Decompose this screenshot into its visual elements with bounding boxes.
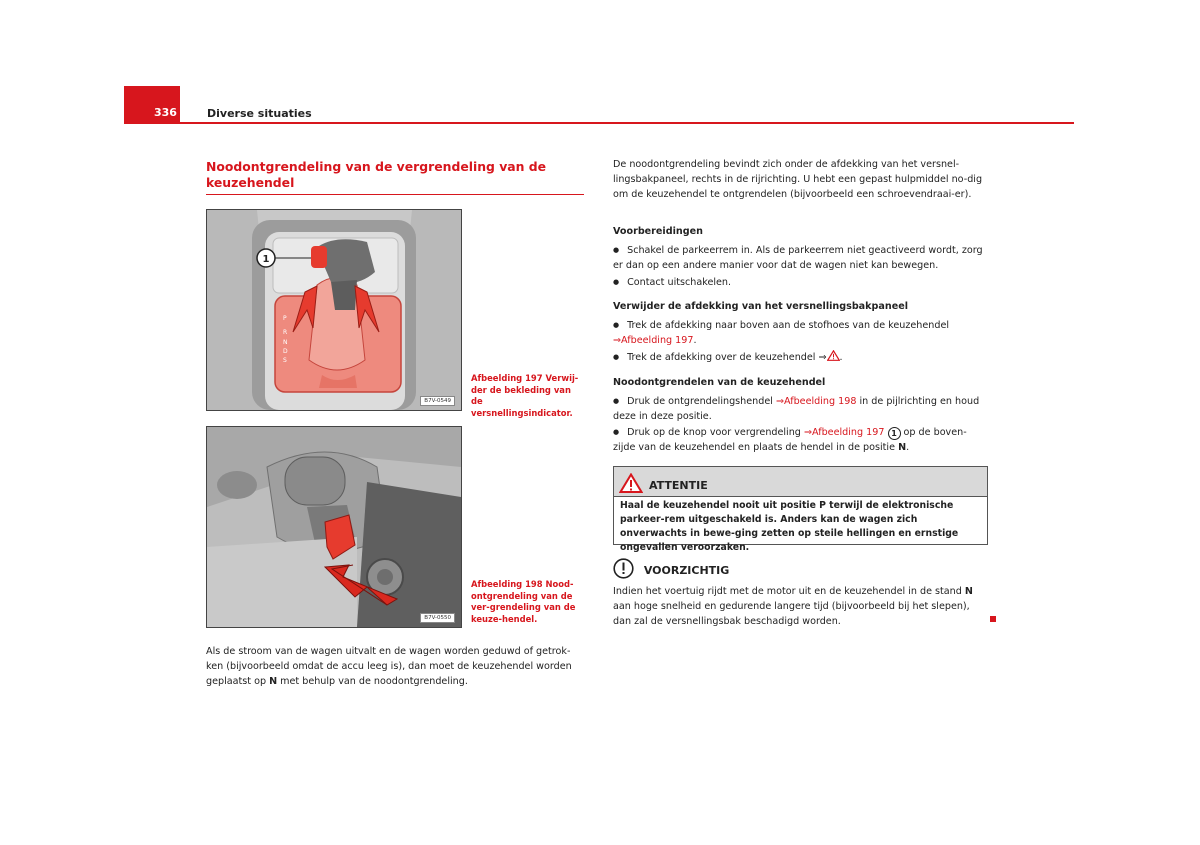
unlock-item-2-text: Druk op de knop voor vergrendeling	[627, 427, 804, 438]
caution-circle-icon	[613, 558, 634, 579]
gear-shifter-illustration	[207, 210, 461, 410]
figure-198-link[interactable]: ⇒Afbeelding 198	[775, 396, 857, 407]
figure-198-caption	[471, 579, 581, 625]
emergency-release-illustration	[207, 427, 461, 627]
caution-header	[613, 558, 729, 579]
warning-triangle-icon	[619, 473, 643, 493]
prep-item-1	[613, 243, 988, 273]
remove-item-1-text: Trek de afdekking naar boven aan de stofhoes van de keuzehendel	[627, 320, 950, 331]
figure-197-caption-text: Verwij-der de bekleding van de versnellingsindicator.	[471, 373, 579, 418]
unlock-item-2	[613, 425, 988, 455]
warning-text: Haal de keuzehendel nooit uit positie P terwijl de elektronische parkeer-rem uitgeschakeld is. Anders kan de wagen zich onverwachts in bewe-ging zetten op steile hellingen en ernstige ongevallen veroorzaken.	[620, 500, 959, 553]
warning-triangle-icon[interactable]	[827, 350, 840, 361]
remove-item-1	[613, 318, 988, 348]
prep-item-1-text: Schakel de parkeerrem in. Als de parkeerrem niet geactiveerd wordt, zorg er dan op een andere manier voor dat de wagen niet kan bewegen.	[613, 245, 983, 271]
prep-heading: Voorbereidingen	[613, 226, 703, 237]
section-title: Noodontgrendeling van de vergrendeling van de keuzehendel	[206, 159, 584, 195]
remove-heading: Verwijder de afdekking van het versnellingsbakpaneel	[613, 301, 909, 312]
svg-text:R: R	[283, 329, 288, 336]
caution-text	[613, 584, 988, 629]
left-body-part: Als de stroom van de wagen uitvalt en de wagen worden geduwd of getrok-ken (bijvoorbeeld omdat de accu leeg is), dan moet de keuzehendel worden geplaatst op	[206, 646, 572, 687]
remove-item-2	[613, 350, 988, 365]
svg-text:1: 1	[262, 254, 270, 265]
unlock-item-1-text: Druk de ontgrendelingshendel	[627, 396, 776, 407]
section-end-marker	[990, 616, 996, 622]
figure-198	[206, 426, 462, 628]
remove-item-2-end: .	[839, 352, 843, 363]
left-body-text	[206, 644, 584, 689]
warning-header	[614, 467, 987, 497]
left-body-part-end: met behulp van de noodontgrendeling.	[277, 676, 468, 687]
warning-title: ATTENTIE	[649, 479, 708, 492]
callout-1-marker: 1	[888, 427, 901, 440]
unlock-item-2-bold: N	[898, 442, 907, 453]
warning-box	[613, 466, 988, 553]
intro-paragraph: De noodontgrendeling bevindt zich onder de afdekking van het versnel-lingsbakpaneel, rechts in de rijrichting. U hebt een gepast hulpmiddel no-dig om de keuzehendel te ontgrendelen (bijvoorbeeld een schroevendraai-er).	[613, 159, 983, 200]
chapter-title: Diverse situaties	[207, 107, 312, 120]
figure-code: B7V-0550	[420, 613, 455, 623]
figure-197-label: Afbeelding 197	[471, 373, 543, 383]
figure-197-caption	[471, 373, 581, 419]
caution-title: VOORZICHTIG	[643, 564, 730, 577]
unlock-item-1	[613, 394, 988, 424]
remove-item-2-text: Trek de afdekking over de keuzehendel ⇒	[627, 352, 827, 363]
unlock-item-1-text-end: in de pijlrichting en houd deze in deze positie.	[613, 396, 980, 422]
left-body-bold: N	[269, 676, 278, 687]
caution-text-b: aan hoge snelheid en gedurende langere tijd (bijvoorbeeld bij het slepen), dan zal de versnellingsbak beschadigd worden.	[613, 601, 970, 627]
figure-197-link-2[interactable]: ⇒Afbeelding 197	[803, 427, 885, 438]
figure-197	[206, 209, 462, 411]
figure-197-link[interactable]: ⇒Afbeelding 197	[613, 335, 694, 346]
unlock-heading: Noodontgrendelen van de keuzehendel	[613, 377, 826, 388]
svg-text:N: N	[283, 339, 288, 346]
remove-item-1-end: .	[693, 335, 697, 346]
figure-198-label: Afbeelding 198	[471, 579, 543, 589]
prep-item-2-text: Contact uitschakelen.	[627, 277, 732, 288]
page-number: 336	[124, 86, 180, 124]
unlock-item-2-end: .	[906, 442, 910, 453]
svg-text:D: D	[283, 348, 288, 355]
figure-198-caption-text: Nood-ontgrendeling van de ver-grendeling van de keuze-hendel.	[471, 579, 576, 624]
caution-text-bold: N	[964, 586, 973, 597]
prep-item-2	[613, 275, 988, 290]
svg-text:S: S	[283, 357, 287, 364]
unlock-item-2-text-mid: op de boven-zijde van de keuzehendel en plaats de hendel in de positie	[613, 427, 967, 453]
header-rule	[180, 122, 1074, 124]
figure-code: B7V-0549	[420, 396, 455, 406]
caution-text-a: Indien het voertuig rijdt met de motor uit en de keuzehendel in de stand	[613, 586, 965, 597]
svg-text:P: P	[283, 315, 287, 322]
